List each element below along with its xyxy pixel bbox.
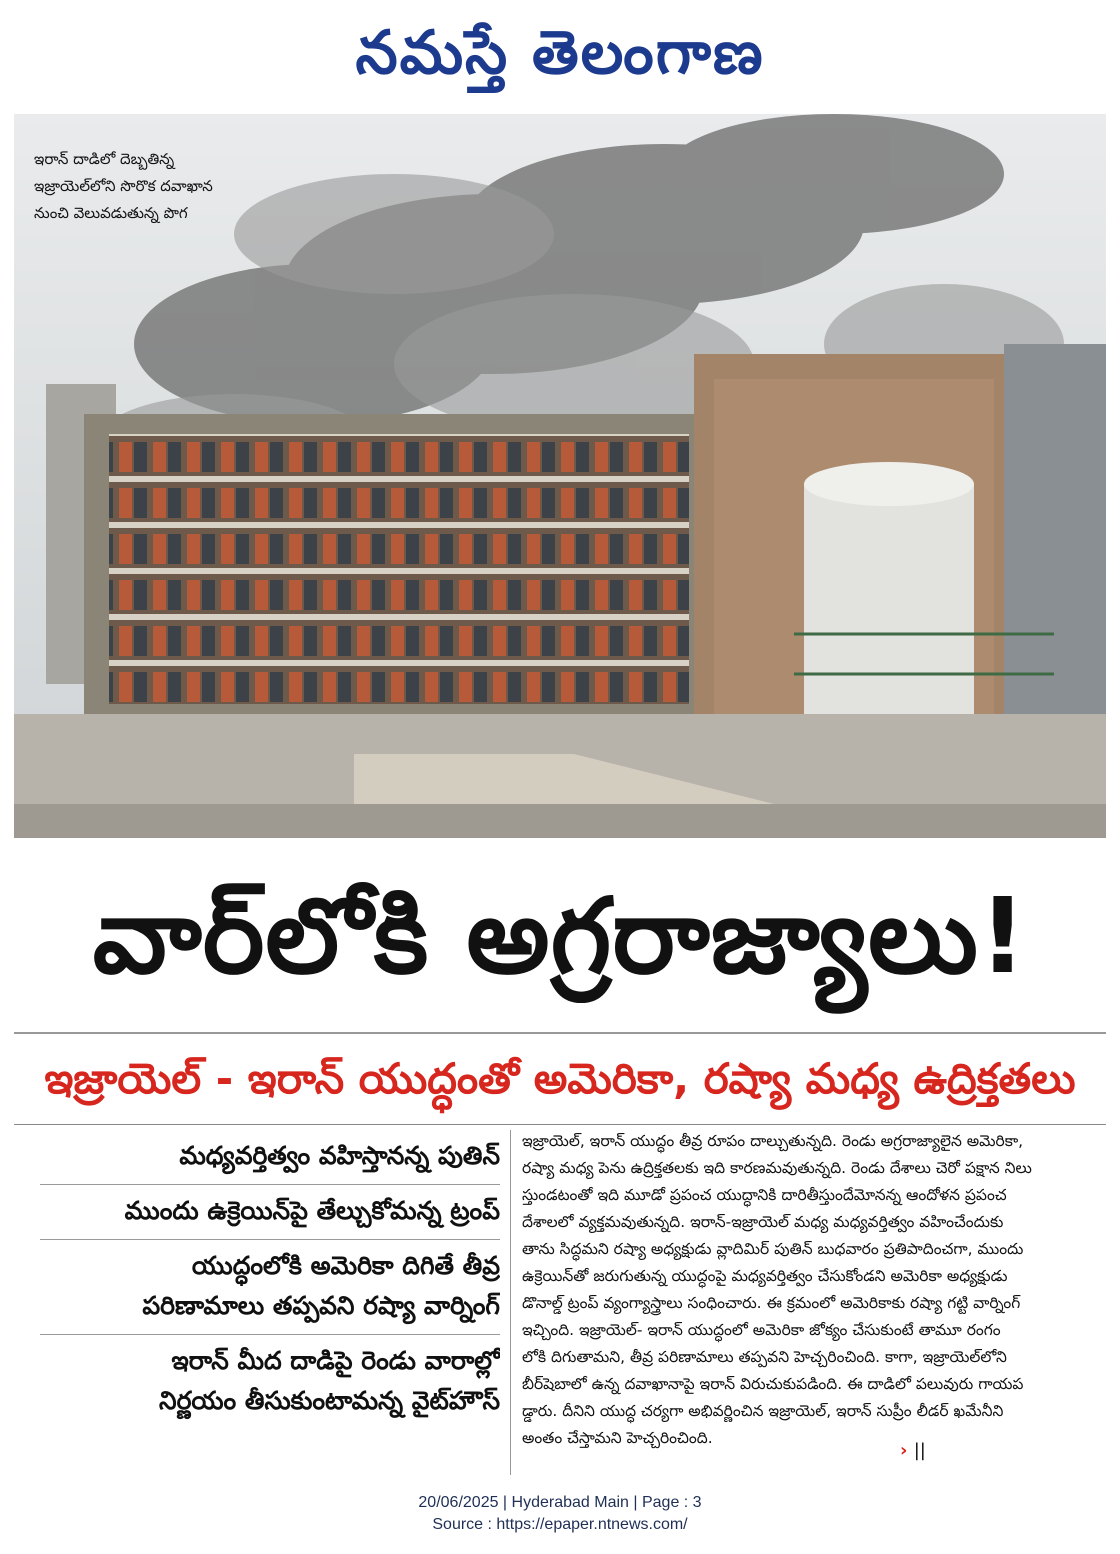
highlight-point — [40, 1335, 500, 1429]
article-line: దేశాలలో వ్యక్తమవుతున్నది. ఇరాన్-ఇజ్రాయెల్ మధ్య మధ్యవర్తిత్వం వహించేందుకు — [522, 1213, 1004, 1231]
main-headline — [14, 846, 1106, 1026]
caption-line: నుంచి వెలువడుతున్న పొగ — [34, 204, 188, 222]
article-line: తాను సిద్ధమని రష్యా అధ్యక్షుడు వ్లాదిమిర్ పుతిన్ బుధవారం ప్రతిపాదించగా, ముందు — [522, 1240, 1024, 1258]
point-line: యుద్ధంలోకి అమెరికా దిగితే తీవ్ర — [191, 1251, 500, 1280]
article-line: ఉక్రెయిన్‌తో జరుగుతున్న యుద్ధంపై మధ్యవర్తిత్వం చేసుకోండని అమెరికా అధ్యక్షుడు — [522, 1267, 1008, 1285]
article-line: డొనాల్డ్ ట్రంప్ వ్యంగ్యాస్త్రాలు సంధించారు. ఈ క్రమంలో అమెరికాకు రష్యా గట్టి వార్నింగ్ — [522, 1294, 1021, 1312]
article-body — [522, 1128, 1106, 1478]
highlight-point — [40, 1240, 500, 1335]
article-line: అంతం చేస్తామని హెచ్చరించింది. — [522, 1429, 713, 1447]
masthead — [0, 8, 1120, 98]
highlight-point — [40, 1130, 500, 1185]
photo-caption — [34, 146, 274, 227]
article-line: బీర్‌షెబాలో ఉన్న దవాఖానాపై ఇరాన్ విరుచుకుపడింది. ఈ దాడిలో పలువురు గాయప — [522, 1375, 1024, 1393]
article-line: ఇజ్రాయెల్, ఇరాన్ యుద్ధం తీవ్ర రూపం దాల్చుతున్నది. రెండు అగ్రరాజ్యాలైన అమెరికా, — [522, 1132, 1024, 1150]
point-line: నిర్ణయం తీసుకుంటామన్న వైట్‌హౌస్ — [159, 1386, 500, 1415]
point-line: పరిణామాలు తప్పవని రష్యా వార్నింగ్ — [142, 1291, 500, 1320]
highlight-point — [40, 1185, 500, 1240]
article-line: లోకి దిగుతామని, తీవ్ర పరిణామాలు తప్పవని హెచ్చరించింది. కాగా, ఇజ్రాయెల్‌లోని — [522, 1348, 1007, 1366]
article-line: ఇచ్చింది. ఇజ్రాయెల్- ఇరాన్ యుద్ధంలో అమెరికా జోక్యం చేసుకుంటే తామూ రంగం — [522, 1321, 1001, 1339]
page-footer — [0, 1492, 1120, 1536]
newspaper-logo: నమస్తే తెలంగాణ — [355, 18, 765, 88]
point-line: ముందు ఉక్రెయిన్‌పై తేల్చుకోమన్న ట్రంప్ — [124, 1196, 500, 1225]
divider — [14, 1124, 1106, 1125]
article-line: స్తుండటంతో ఇది మూడో ప్రపంచ యుద్ధానికి దారితీస్తుందేమోనన్న ఆందోళన ప్రపంచ — [522, 1186, 1007, 1204]
continued-arrow-icon: › — [900, 1440, 908, 1461]
highlight-points — [40, 1130, 500, 1490]
article-line: రష్యా మధ్య పెను ఉద్రిక్తతలకు ఇది కారణమవుతున్నది. రెండు దేశాలు చెరో పక్షాన నిలు — [522, 1159, 1032, 1177]
caption-line: ఇరాన్ దాడిలో దెబ్బతిన్న — [34, 150, 175, 168]
continued-bars: || — [913, 1440, 926, 1461]
article-line: డ్డారు. దీనిని యుద్ధ చర్యగా అభివర్ణించిన ఇజ్రాయెల్, ఇరాన్ సుప్రీం లీడర్ ఖమేనీని — [522, 1402, 1004, 1420]
headline-text: వార్‌లోకి అగ్రరాజ్యాలు! — [92, 875, 1028, 997]
continued-marker — [900, 1440, 940, 1464]
footer-edition: 20/06/2025 | Hyderabad Main | Page : 3 — [418, 1494, 702, 1511]
column-divider — [510, 1130, 511, 1475]
divider — [14, 1032, 1106, 1034]
footer-source-link[interactable]: Source : https://epaper.ntnews.com/ — [432, 1516, 688, 1533]
point-line: ఇరాన్ మీద దాడిపై రెండు వారాల్లో — [171, 1346, 500, 1375]
subheadline-text: ఇజ్రాయెల్ - ఇరాన్ యుద్ధంతో అమెరికా, రష్యా మధ్య ఉద్రిక్తతలు — [44, 1054, 1076, 1103]
point-line: మధ్యవర్తిత్వం వహిస్తానన్న పుతిన్ — [179, 1141, 500, 1170]
sub-headline — [14, 1036, 1106, 1122]
news-photo — [14, 114, 1106, 838]
caption-line: ఇజ్రాయెల్‌లోని సొరొక దవాఖాన — [34, 177, 213, 195]
